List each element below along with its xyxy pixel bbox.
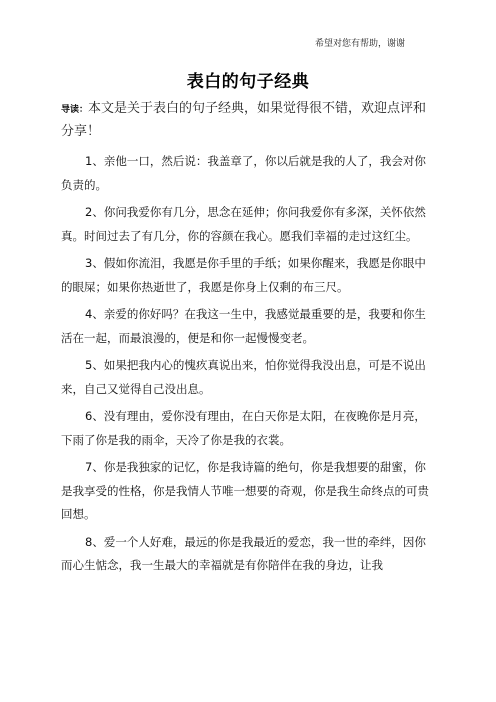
- paragraph-2: 2、你问我爱你有几分，思念在延伸；你问我爱你有多深，关怀依然真。时间过去了有几分，你的容颜在我心。愿我们幸福的走过这红尘。: [61, 205, 426, 243]
- paragraph-7: 7、你是我独家的记忆，你是我诗篇的绝句，你是我想要的甜蜜，你是我享受的性格，你是我情人节唯一想要的奇观，你是我生命终点的可贵回想。: [61, 460, 429, 521]
- intro-lead: 导读：: [61, 105, 89, 115]
- intro-paragraph: [61, 98, 437, 143]
- header-note: 希望对您有帮助，谢谢: [314, 39, 405, 49]
- intro-text: 本文是关于表白的句子经典，如果觉得很不错，欢迎点评和分享！: [61, 101, 427, 139]
- document-title: 表白的句子经典: [186, 72, 310, 92]
- document-body: [61, 150, 437, 582]
- paragraph-8: 8、爱一个人好难，最远的你是我最近的爱恋，我一世的牵绊，因你而心生惦念，我一生最大的幸福就是有你陪伴在我的身边，让我: [61, 534, 426, 572]
- paragraph-1: 1、亲他一口，然后说：我盖章了，你以后就是我的人了，我会对你负责的。: [61, 154, 426, 192]
- paragraph-3: 3、假如你流泪，我愿是你手里的手纸；如果你醒来，我愿是你眼中的眼屎；如果你热逝世了，我愿是你身上仅剩的布三尺。: [61, 256, 426, 294]
- paragraph-6: 6、没有理由，爱你没有理由，在白天你是太阳，在夜晚你是月亮，下雨了你是我的雨伞，天冷了你是我的衣裳。: [61, 409, 426, 447]
- paragraph-4: 4、亲爱的你好吗？在我这一生中，我感觉最重要的是，我要和你生活在一起，而最浪漫的，便是和你一起慢慢变老。: [61, 307, 426, 345]
- paragraph-5: 5、如果把我内心的愧疚真说出来，怕你觉得我没出息，可是不说出来，自己又觉得自己没出息。: [61, 358, 426, 396]
